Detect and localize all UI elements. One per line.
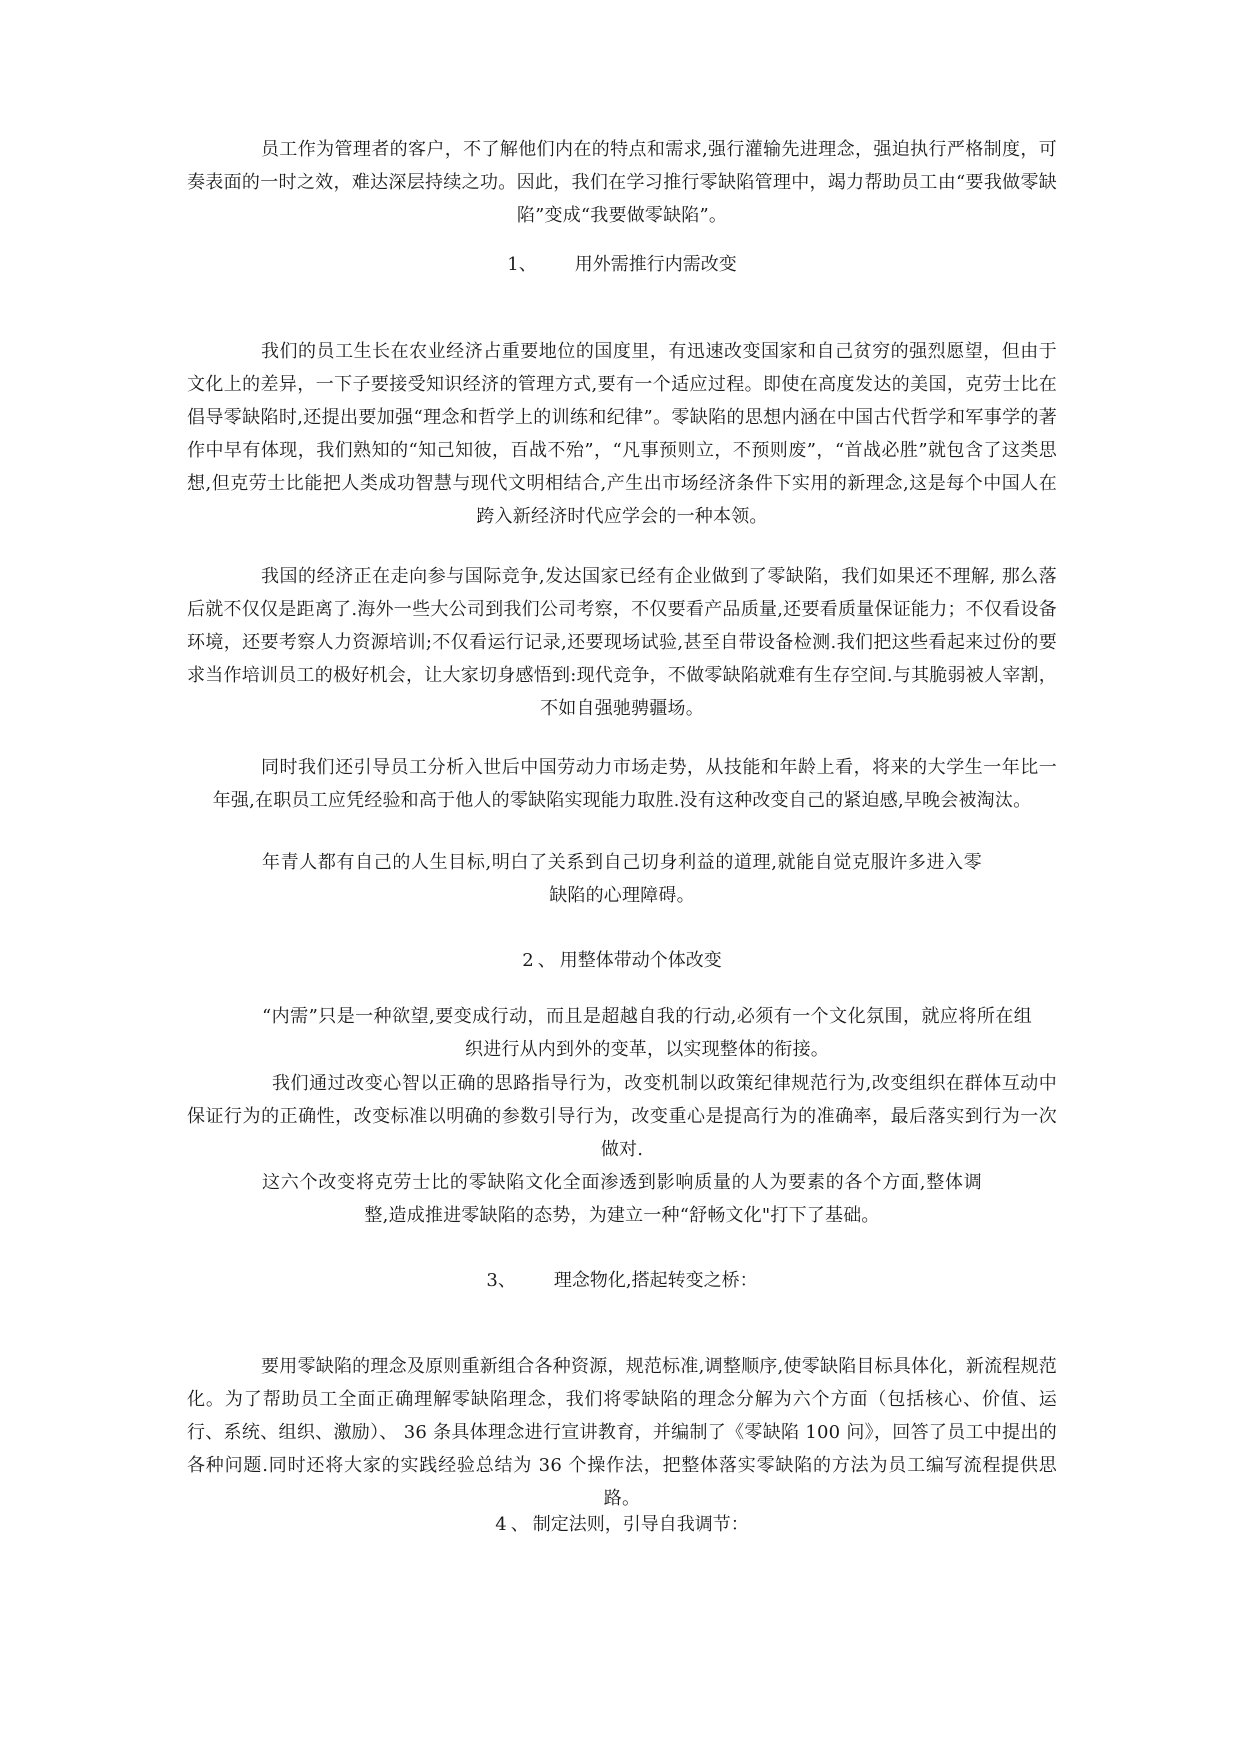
section-heading-3 [187, 1264, 1057, 1297]
section-number: 2 [522, 950, 534, 971]
body-paragraph: 我们的员工生长在农业经济占重要地位的国度里，有迅速改变国家和自己贫穷的强烈愿望，但由于文化上的差异，一下子要接受知识经济的管理方式,要有一个适应过程。即使在高度发达的美国，克劳士比在倡导零缺陷时,还提出要加强“理念和哲学上的训练和纪律”。零缺陷的思想内涵在中国古代哲学和军事学的著作中早有体现，我们熟知的“知己知彼，百战不殆”，“凡事预则立，不预则废”，“首战必胜”就包含了这类思想,但克劳士比能把人类成功智慧与现代文明相结合,产生出市场经济条件下实用的新理念,这是每个中国人在跨入新经济时代应学会的一种本领。 [187, 341, 1057, 527]
section-title: 制定法则，引导自我调节： [532, 1514, 749, 1535]
section-number: 3、 [486, 1270, 516, 1291]
section-number: 1、 [507, 254, 537, 275]
section-separator: 、 [537, 950, 556, 971]
section-number: 4 [495, 1514, 507, 1535]
body-paragraph: 这六个改变将克劳士比的零缺陷文化全面渗透到影响质量的人为要素的各个方面,整体调整,造成推进零缺陷的态势，为建立一种“舒畅文化"打下了基础。 [262, 1172, 982, 1226]
intro-paragraph: 员工作为管理者的客户，不了解他们内在的特点和需求,强行灌输先进理念，强迫执行严格制度，可奏表面的一时之效，难达深层持续之功。因此，我们在学习推行零缺陷管理中，竭力帮助员工由“要我做零缺陷”变成“我要做零缺陷”。 [187, 139, 1057, 226]
section-separator: 、 [510, 1514, 529, 1535]
section-heading-1 [187, 248, 1057, 281]
body-paragraph: 我国的经济正在走向参与国际竞争,发达国家已经有企业做到了零缺陷，我们如果还不理解, 那么落后就不仅仅是距离了.海外一些大公司到我们公司考察，不仅要看产品质量,还要看质量保证能力；不仅看设备环境，还要考察人力资源培训;不仅看运行记录,还要现场试验,甚至自带设备检测.我们把这些看起来过份的要求当作培训员工的极好机会，让大家切身感悟到:现代竞争，不做零缺陷就难有生存空间.与其脆弱被人宰割，不如自强驰骋疆场。 [187, 566, 1057, 719]
section-heading-4 [187, 1508, 1057, 1541]
section-title: 理念物化,搭起转变之桥： [553, 1270, 758, 1291]
body-paragraph: 同时我们还引导员工分析入世后中国劳动力市场走势，从技能和年龄上看，将来的大学生一年比一年强,在职员工应凭经验和高于他人的零缺陷实现能力取胜.没有这种改变自己的紧迫感,早晚会被淘汰。 [212, 757, 1057, 811]
body-paragraph: 要用零缺陷的理念及原则重新组合各种资源，规范标准,调整顺序,使零缺陷目标具体化，新流程规范化。为了帮助员工全面正确理解零缺陷理念，我们将零缺陷的理念分解为六个方面（包括核心、价值、运行、系统、组织、激励）、 36 条具体理念进行宣讲教育，并编制了《零缺陷 100 问》，回答了员工中提出的各种问题.同时还将大家的实践经验总结为 36 个操作法，把整体落实零缺陷的方法为员工编写流程提供思路。 [187, 1356, 1057, 1509]
section-title: 用整体带动个体改变 [559, 950, 722, 971]
body-paragraph: 我们通过改变心智以正确的思路指导行为，改变机制以政策纪律规范行为,改变组织在群体互动中保证行为的正确性，改变标准以明确的参数引导行为，改变重心是提高行为的准确率，最后落实到行为一次做对. [187, 1073, 1057, 1160]
body-paragraph: “内需”只是一种欲望,要变成行动，而且是超越自我的行动,必须有一个文化氛围，就应将所在组织进行从内到外的变革，以实现整体的衔接。 [262, 1006, 1032, 1060]
section-title: 用外需推行内需改变 [574, 254, 737, 275]
section-heading-2 [187, 944, 1057, 977]
body-paragraph: 年青人都有自己的人生目标,明白了关系到自己切身利益的道理,就能自觉克服许多进入零缺陷的心理障碍。 [262, 852, 982, 906]
